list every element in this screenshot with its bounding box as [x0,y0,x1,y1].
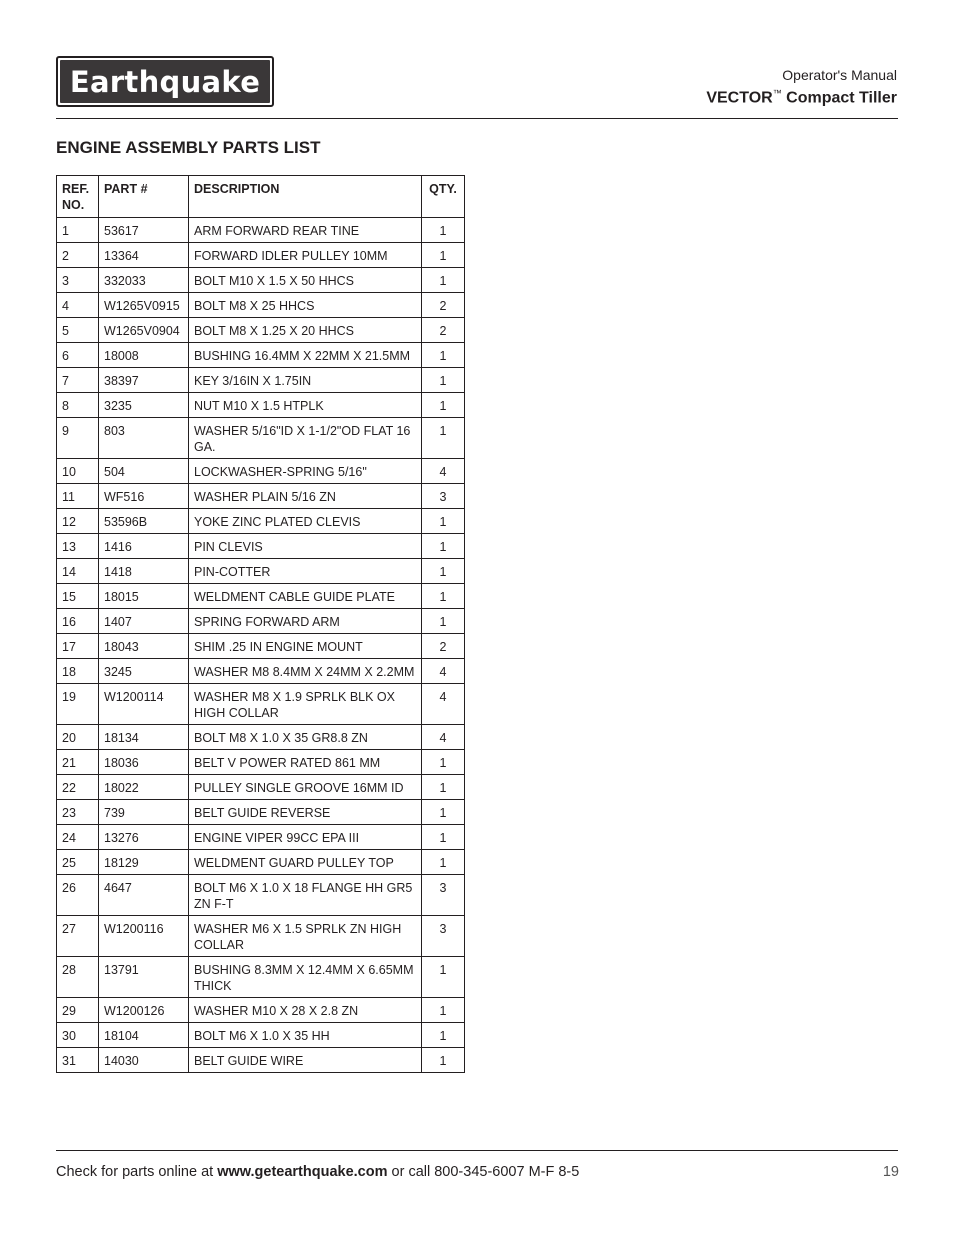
description-cell: BOLT M8 X 1.25 X 20 HHCS [189,318,422,343]
part-number-cell: 739 [99,800,189,825]
part-number-cell: 13791 [99,957,189,998]
ref-no-cell: 14 [57,559,99,584]
ref-no-cell: 13 [57,534,99,559]
ref-no-cell: 1 [57,218,99,243]
part-number-cell: 1418 [99,559,189,584]
description-cell: WASHER 5/16"ID X 1-1/2"OD FLAT 16 GA. [189,418,422,459]
ref-no-cell: 31 [57,1048,99,1073]
product-name: VECTOR [706,89,773,107]
ref-no-cell: 9 [57,418,99,459]
qty-cell: 3 [422,875,465,916]
ref-no-cell: 12 [57,509,99,534]
description-cell: PULLEY SINGLE GROOVE 16MM ID [189,775,422,800]
qty-cell: 1 [422,1048,465,1073]
part-number-cell: W1265V0904 [99,318,189,343]
ref-no-cell: 26 [57,875,99,916]
table-row [57,725,465,750]
qty-cell: 2 [422,318,465,343]
part-number-cell: 18036 [99,750,189,775]
part-number-cell: 18104 [99,1023,189,1048]
qty-cell: 1 [422,243,465,268]
part-number-cell: 3235 [99,393,189,418]
part-number-cell: 18043 [99,634,189,659]
footer-suffix: or call 800-345-6007 M-F 8-5 [387,1164,580,1180]
footer-divider [56,1150,898,1151]
description-cell: WASHER M6 X 1.5 SPRLK ZN HIGH COLLAR [189,916,422,957]
ref-no-cell: 18 [57,659,99,684]
table-row [57,584,465,609]
description-cell: SHIM .25 IN ENGINE MOUNT [189,634,422,659]
earthquake-logo [56,56,274,107]
part-number-cell: 18129 [99,850,189,875]
part-number-cell: WF516 [99,484,189,509]
product-suffix: Compact Tiller [781,89,897,107]
ref-no-cell: 6 [57,343,99,368]
qty-cell: 2 [422,293,465,318]
page-title: ENGINE ASSEMBLY PARTS LIST [56,138,321,157]
description-cell: BELT GUIDE WIRE [189,1048,422,1073]
ref-no-cell: 10 [57,459,99,484]
ref-no-cell: 28 [57,957,99,998]
qty-cell: 1 [422,584,465,609]
qty-cell: 4 [422,684,465,725]
table-row [57,393,465,418]
description-cell: NUT M10 X 1.5 HTPLK [189,393,422,418]
ref-no-cell: 17 [57,634,99,659]
qty-cell: 4 [422,459,465,484]
manual-label: Operator's Manual [782,67,897,83]
qty-cell: 1 [422,1023,465,1048]
qty-cell: 1 [422,850,465,875]
description-cell: WELDMENT CABLE GUIDE PLATE [189,584,422,609]
col-header-description: DESCRIPTION [189,176,422,218]
description-cell: SPRING FORWARD ARM [189,609,422,634]
description-cell: WASHER M8 8.4MM X 24MM X 2.2MM [189,659,422,684]
part-number-cell: 13276 [99,825,189,850]
ref-no-cell: 3 [57,268,99,293]
header-divider [56,118,898,119]
table-row [57,368,465,393]
description-cell: KEY 3/16IN X 1.75IN [189,368,422,393]
table-row [57,293,465,318]
description-cell: BOLT M6 X 1.0 X 18 FLANGE HH GR5 ZN F-T [189,875,422,916]
trademark-symbol: ™ [772,88,782,98]
part-number-cell: 13364 [99,243,189,268]
table-row [57,998,465,1023]
ref-no-cell: 15 [57,584,99,609]
ref-no-cell: 25 [57,850,99,875]
ref-no-cell: 27 [57,916,99,957]
part-number-cell: 38397 [99,368,189,393]
website-link[interactable]: www.getearthquake.com [217,1164,388,1180]
description-cell: WASHER M10 X 28 X 2.8 ZN [189,998,422,1023]
part-number-cell: 18015 [99,584,189,609]
ref-no-cell: 29 [57,998,99,1023]
qty-cell: 4 [422,725,465,750]
description-cell: BOLT M6 X 1.0 X 35 HH [189,1023,422,1048]
table-row [57,800,465,825]
part-number-cell: 803 [99,418,189,459]
description-cell: BOLT M8 X 1.0 X 35 GR8.8 ZN [189,725,422,750]
qty-cell: 3 [422,484,465,509]
description-cell: PIN-COTTER [189,559,422,584]
ref-no-cell: 16 [57,609,99,634]
table-row [57,418,465,459]
part-number-cell: 4647 [99,875,189,916]
table-row [57,825,465,850]
ref-no-cell: 21 [57,750,99,775]
description-cell: WASHER M8 X 1.9 SPRLK BLK OX HIGH COLLAR [189,684,422,725]
table-row [57,875,465,916]
description-cell: PIN CLEVIS [189,534,422,559]
description-cell: ARM FORWARD REAR TINE [189,218,422,243]
qty-cell: 1 [422,393,465,418]
table-row [57,218,465,243]
qty-cell: 1 [422,418,465,459]
table-row [57,634,465,659]
ref-no-cell: 4 [57,293,99,318]
col-header-part: PART # [99,176,189,218]
table-row [57,750,465,775]
logo-text: Earthquake [60,60,270,103]
description-cell: BELT GUIDE REVERSE [189,800,422,825]
qty-cell: 1 [422,268,465,293]
description-cell: BUSHING 8.3MM X 12.4MM X 6.65MM THICK [189,957,422,998]
page-number: 19 [882,1164,899,1180]
ref-no-cell: 24 [57,825,99,850]
qty-cell: 1 [422,509,465,534]
qty-cell: 1 [422,800,465,825]
qty-cell: 1 [422,343,465,368]
qty-cell: 1 [422,559,465,584]
qty-cell: 1 [422,957,465,998]
part-number-cell: W1200114 [99,684,189,725]
ref-no-cell: 22 [57,775,99,800]
table-row [57,957,465,998]
part-number-cell: W1200126 [99,998,189,1023]
ref-no-cell: 30 [57,1023,99,1048]
ref-no-cell: 20 [57,725,99,750]
ref-no-cell: 19 [57,684,99,725]
qty-cell: 4 [422,659,465,684]
part-number-cell: 18008 [99,343,189,368]
table-row [57,534,465,559]
col-header-qty: QTY. [422,176,465,218]
qty-cell: 1 [422,825,465,850]
qty-cell: 1 [422,998,465,1023]
table-row [57,609,465,634]
part-number-cell: 53596B [99,509,189,534]
part-number-cell: 332033 [99,268,189,293]
part-number-cell: 18134 [99,725,189,750]
ref-no-cell: 5 [57,318,99,343]
qty-cell: 3 [422,916,465,957]
part-number-cell: W1200116 [99,916,189,957]
description-cell: FORWARD IDLER PULLEY 10MM [189,243,422,268]
table-row [57,509,465,534]
qty-cell: 1 [422,775,465,800]
ref-no-cell: 8 [57,393,99,418]
description-cell: WELDMENT GUARD PULLEY TOP [189,850,422,875]
ref-no-cell: 11 [57,484,99,509]
part-number-cell: 53617 [99,218,189,243]
qty-cell: 1 [422,609,465,634]
table-row [57,684,465,725]
ref-no-cell: 7 [57,368,99,393]
description-cell: WASHER PLAIN 5/16 ZN [189,484,422,509]
description-cell: YOKE ZINC PLATED CLEVIS [189,509,422,534]
description-cell: ENGINE VIPER 99CC EPA III [189,825,422,850]
table-row [57,559,465,584]
parts-table-body [57,218,465,1073]
table-row [57,318,465,343]
table-row [57,850,465,875]
col-header-ref: REF. NO. [57,176,99,218]
footer-text [56,1164,579,1180]
part-number-cell: 18022 [99,775,189,800]
part-number-cell: 1407 [99,609,189,634]
qty-cell: 1 [422,534,465,559]
table-row [57,659,465,684]
table-row [57,916,465,957]
parts-table [56,175,465,1073]
description-cell: BOLT M8 X 25 HHCS [189,293,422,318]
table-header-row [57,176,465,218]
part-number-cell: 14030 [99,1048,189,1073]
part-number-cell: 504 [99,459,189,484]
table-row [57,343,465,368]
table-row [57,484,465,509]
part-number-cell: 3245 [99,659,189,684]
ref-no-cell: 2 [57,243,99,268]
footer-prefix: Check for parts online at [56,1164,218,1180]
product-title [706,88,897,107]
description-cell: BUSHING 16.4MM X 22MM X 21.5MM [189,343,422,368]
part-number-cell: W1265V0915 [99,293,189,318]
description-cell: BELT V POWER RATED 861 MM [189,750,422,775]
qty-cell: 1 [422,750,465,775]
part-number-cell: 1416 [99,534,189,559]
table-row [57,459,465,484]
qty-cell: 1 [422,218,465,243]
table-row [57,775,465,800]
qty-cell: 2 [422,634,465,659]
description-cell: LOCKWASHER-SPRING 5/16" [189,459,422,484]
table-row [57,1048,465,1073]
table-row [57,1023,465,1048]
description-cell: BOLT M10 X 1.5 X 50 HHCS [189,268,422,293]
qty-cell: 1 [422,368,465,393]
ref-no-cell: 23 [57,800,99,825]
table-row [57,268,465,293]
table-row [57,243,465,268]
